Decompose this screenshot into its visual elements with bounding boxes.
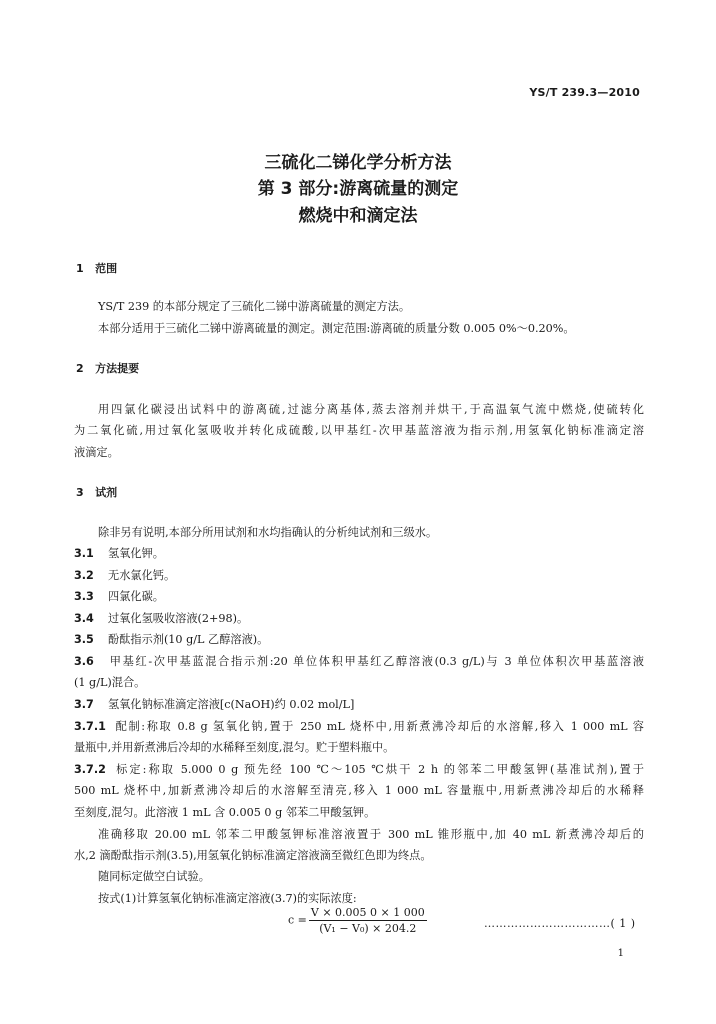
page-number: 1: [617, 948, 624, 959]
item-3-7-2-line-1: 3.7.2 标定:称取 5.000 0 g 预先经 100 ℃～105 ℃烘干 2 h 的邻苯二甲酸氢钾(基准试剂),置于: [74, 763, 644, 776]
standard-code: YS/T 239.3—2010: [529, 86, 640, 99]
item-3-7-1-line-1: 3.7.1 配制:称取 0.8 g 氢氧化钠,置于 250 mL 烧杯中,用新煮沸冷却后的水溶解,移入 1 000 mL 容: [74, 720, 644, 733]
item-3-6-line-2: (1 g/L)混合。: [74, 676, 146, 689]
item-3-5: 3.5 酚酞指示剂(10 g/L 乙醇溶液)。: [74, 633, 269, 646]
formula-numerator: V × 0.005 0 × 1 000: [310, 906, 425, 919]
section-3-intro: 除非另有说明,本部分所用试剂和水均指确认的分析纯试剂和三级水。: [98, 526, 438, 539]
section-2-line-1: 用四氯化碳浸出试料中的游离硫,过滤分离基体,蒸去溶剂并烘干,于高温氧气流中燃烧,使硫转化: [98, 403, 644, 416]
item-3-7: 3.7 氢氧化钠标准滴定溶液[c(NaOH)约 0.02 mol/L]: [74, 698, 355, 711]
section-2-line-3: 液滴定。: [74, 446, 119, 459]
item-3-7-2-para-line-1: 准确移取 20.00 mL 邻苯二甲酸氢钾标准溶液置于 300 mL 锥形瓶中,加 40 mL 新煮沸冷却后的: [98, 828, 644, 841]
item-3-7-2-line-2: 500 mL 烧杯中,加新煮沸冷却后的水溶解至清亮,移入 1 000 mL 容量瓶中,用新煮沸冷却后的水稀释: [74, 784, 644, 797]
item-3-7-2-para-line-2: 水,2 滴酚酞指示剂(3.5),用氢氧化钠标准滴定溶液滴至微红色即为终点。: [74, 849, 432, 862]
section-2-heading: 2 方法提要: [76, 362, 140, 375]
item-3-4: 3.4 过氧化氢吸收溶液(2+98)。: [74, 612, 249, 625]
title-line-2: 第 3 部分:游离硫量的测定: [257, 179, 459, 199]
title-line-1: 三硫化二锑化学分析方法: [264, 153, 452, 173]
formula-fraction: [309, 906, 427, 935]
item-3-7-1-line-2: 量瓶中,并用新煮沸后冷却的水稀释至刻度,混匀。贮于塑料瓶中。: [74, 741, 395, 754]
section-1-para-1: YS/T 239 的本部分规定了三硫化二锑中游离硫量的测定方法。: [98, 300, 411, 313]
section-2-line-2: 为二氧化硫,用过氧化氢吸收并转化成硫酸,以甲基红-次甲基蓝溶液为指示剂,用氢氧化钠标准滴定溶: [74, 424, 644, 437]
item-3-7-2-formula-intro: 按式(1)计算氢氧化钠标准滴定溶液(3.7)的实际浓度:: [98, 892, 357, 905]
item-3-7-2-line-3: 至刻度,混匀。此溶液 1 mL 含 0.005 0 g 邻苯二甲酸氢钾。: [74, 806, 376, 819]
section-3-heading: 3 试剂: [76, 486, 118, 499]
section-1-para-2: 本部分适用于三硫化二锑中游离硫量的测定。测定范围:游离硫的质量分数 0.005 0%～0.20%。: [98, 322, 575, 335]
item-3-6-line-1: 3.6 甲基红-次甲基蓝混合指示剂:20 单位体积甲基红乙醇溶液(0.3 g/L)与 3 单位体积次甲基蓝溶液: [74, 655, 644, 668]
formula-1: c = $\frac{V \times 0.005 0 \times 1 000}{\text{(V₁ − V₀) × 204.2}}$: [288, 906, 425, 935]
formula-number: ……………………………( 1 ): [484, 917, 636, 930]
formula-denominator: (V₁ − V₀) × 204.2: [319, 922, 417, 935]
item-3-3: 3.3 四氯化碳。: [74, 590, 164, 603]
title-line-3: 燃烧中和滴定法: [298, 206, 418, 226]
section-1-heading: 1 范围: [76, 262, 118, 275]
item-3-1: 3.1 氢氧化钾。: [74, 547, 164, 560]
item-3-2: 3.2 无水氯化钙。: [74, 569, 176, 582]
item-3-7-2-blank-test: 随同标定做空白试验。: [98, 870, 210, 883]
